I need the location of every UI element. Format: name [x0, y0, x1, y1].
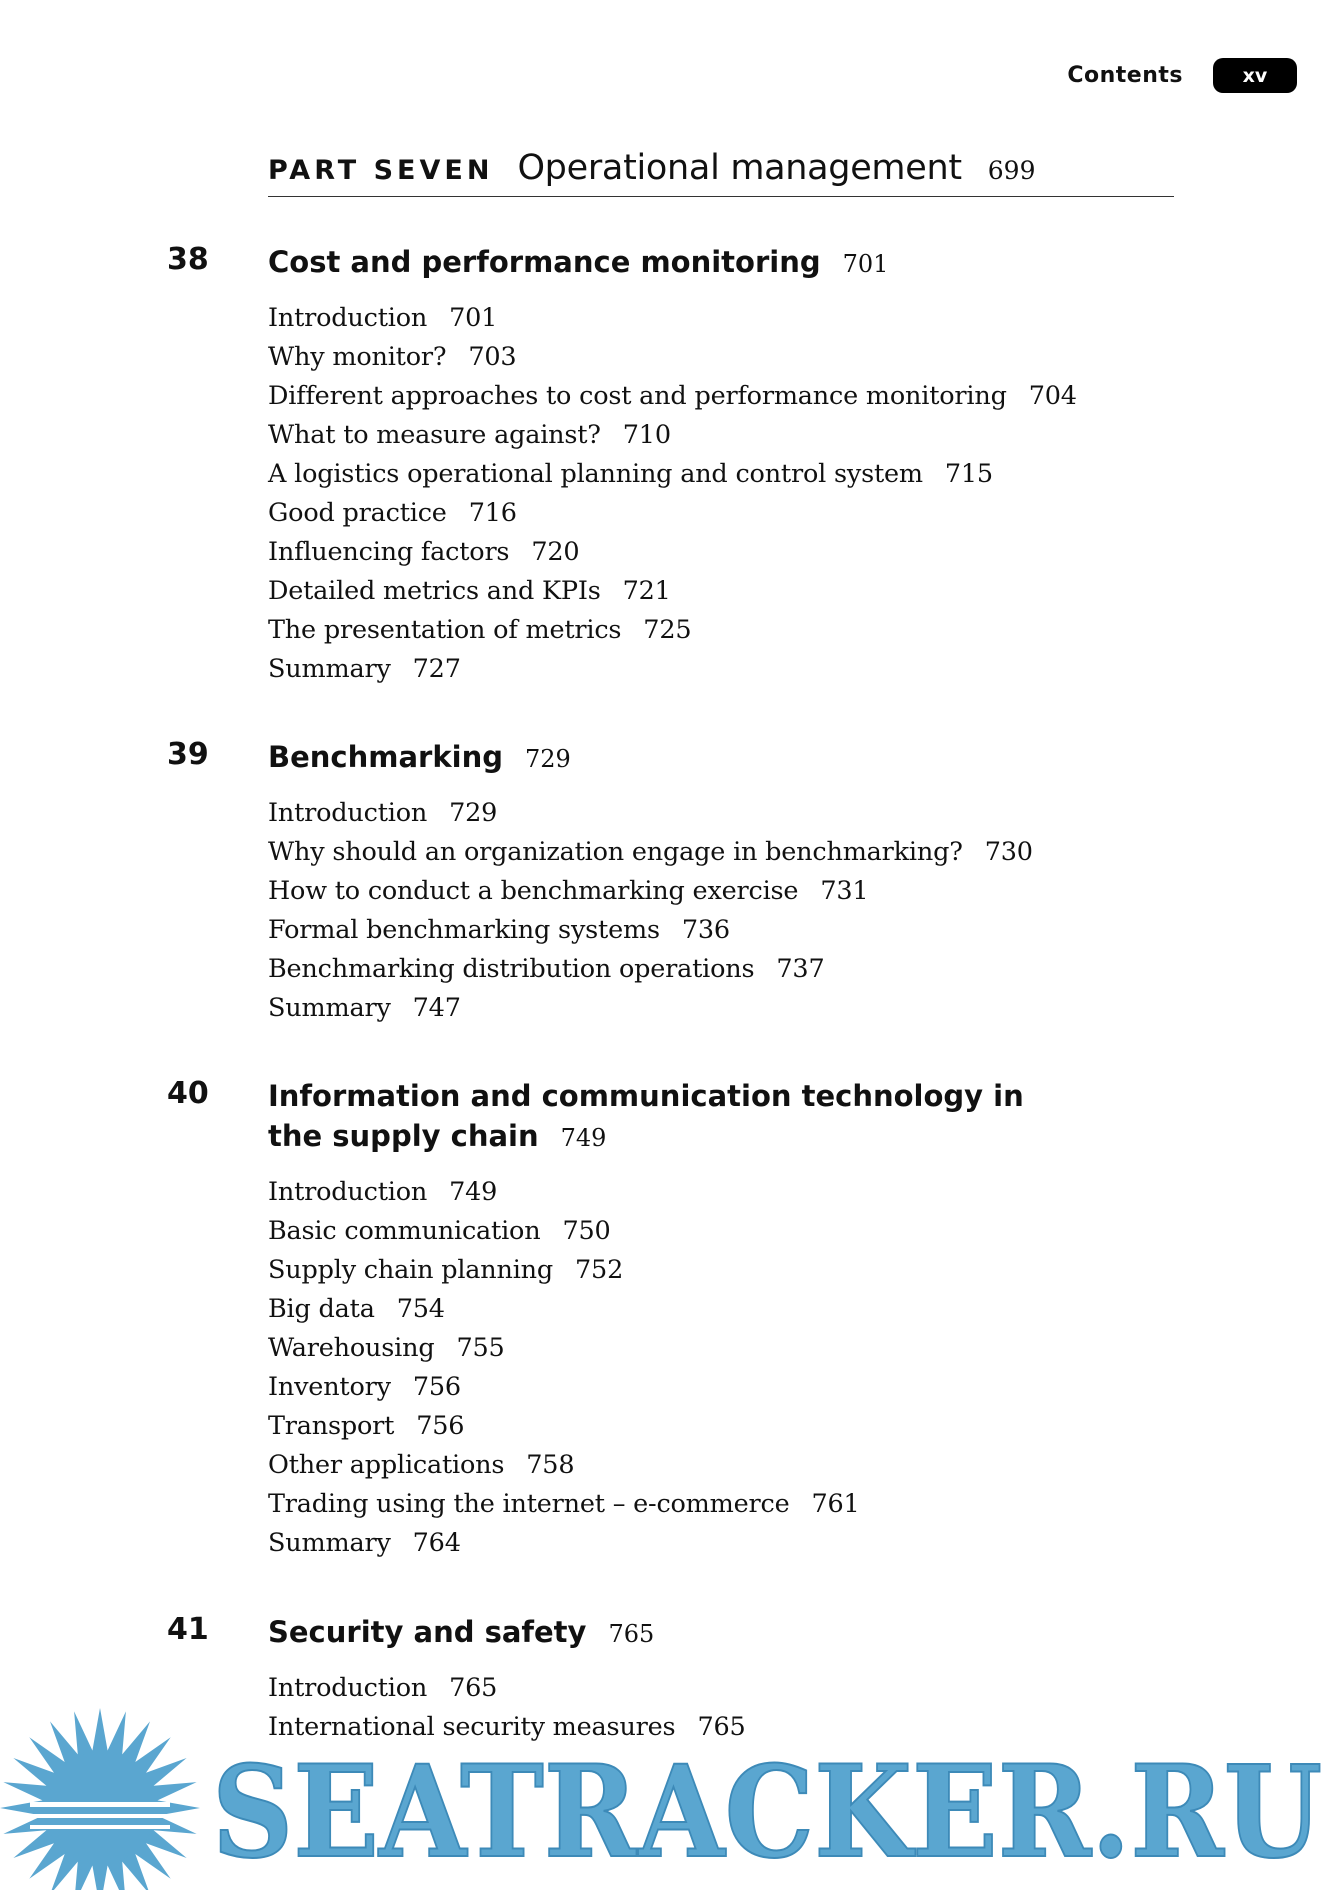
- toc-entry: [268, 1290, 860, 1329]
- chapter-page-number: 765: [608, 1620, 655, 1648]
- entry-title: The presentation of metrics: [268, 615, 622, 645]
- entry-title: Different approaches to cost and performance monitoring: [268, 381, 1007, 411]
- entry-page: 755: [456, 1333, 505, 1363]
- toc-entry: [268, 1524, 860, 1563]
- watermark-logo: [0, 1698, 1339, 1890]
- watermark-text: SEATRACKER.RU: [212, 1738, 1322, 1886]
- entry-title: Why monitor?: [268, 342, 447, 372]
- entry-title: Influencing factors: [268, 537, 510, 567]
- entry-page: 729: [449, 798, 498, 828]
- entry-title: Other applications: [268, 1450, 505, 1480]
- part-label: PART SEVEN: [268, 155, 494, 186]
- toc-entry: [268, 611, 1077, 650]
- entry-page: 725: [643, 615, 692, 645]
- toc-entry: [268, 494, 1077, 533]
- chapter-number: 41: [167, 1612, 209, 1647]
- toc-entry: [268, 338, 1077, 377]
- toc-entry: [268, 1329, 860, 1368]
- entry-title: Introduction: [268, 1177, 428, 1207]
- chapter-page-number: 749: [560, 1124, 607, 1152]
- entry-title: Benchmarking distribution operations: [268, 954, 755, 984]
- page-number-badge: xv: [1213, 58, 1297, 93]
- chapter-title: Security and safety: [268, 1615, 587, 1649]
- toc-entry: [268, 572, 1077, 611]
- entry-page: 710: [622, 420, 671, 450]
- entry-title: What to measure against?: [268, 420, 601, 450]
- chapter-entries: [268, 1173, 860, 1563]
- entry-title: Supply chain planning: [268, 1255, 554, 1285]
- entry-title: Warehousing: [268, 1333, 435, 1363]
- running-header-label: Contents: [1067, 63, 1183, 88]
- entry-title: Why should an organization engage in benchmarking?: [268, 837, 963, 867]
- entry-page: 765: [449, 1673, 498, 1703]
- part-page-number: 699: [987, 156, 1036, 185]
- toc-entry: [268, 1173, 860, 1212]
- entry-page: 765: [697, 1712, 746, 1742]
- chapter-title-line: [268, 1076, 1048, 1158]
- entry-title: A logistics operational planning and control system: [268, 459, 923, 489]
- entry-title: Trading using the internet – e-commerce: [268, 1489, 790, 1519]
- entry-title: How to conduct a benchmarking exercise: [268, 876, 799, 906]
- entry-page: 720: [531, 537, 580, 567]
- entry-page: 703: [468, 342, 517, 372]
- entry-page: 758: [526, 1450, 575, 1480]
- chapter-title: Cost and performance monitoring: [268, 245, 821, 279]
- entry-title: Good practice: [268, 498, 447, 528]
- toc-entry: [268, 416, 1077, 455]
- entry-page: 756: [416, 1411, 465, 1441]
- entry-title: Basic communication: [268, 1216, 541, 1246]
- entry-page: 721: [622, 576, 671, 606]
- entry-title: Inventory: [268, 1372, 391, 1402]
- toc-entry: [268, 989, 1033, 1028]
- entry-page: 756: [412, 1372, 461, 1402]
- entry-page: 749: [449, 1177, 498, 1207]
- entry-title: Summary: [268, 1528, 391, 1558]
- entry-title: Introduction: [268, 303, 428, 333]
- toc-entry: [268, 650, 1077, 689]
- entry-page: 764: [412, 1528, 461, 1558]
- chapter-title-line: [268, 737, 1048, 779]
- sun-icon: [0, 1708, 200, 1890]
- entry-title: International security measures: [268, 1712, 676, 1742]
- toc-entry: [268, 833, 1033, 872]
- toc-entry: [268, 911, 1033, 950]
- entry-title: Summary: [268, 654, 391, 684]
- entry-title: Detailed metrics and KPIs: [268, 576, 601, 606]
- chapter-title-line: [268, 1612, 1048, 1654]
- toc-entry: [268, 1212, 860, 1251]
- entry-title: Formal benchmarking systems: [268, 915, 660, 945]
- entry-title: Big data: [268, 1294, 375, 1324]
- toc-entry: [268, 1407, 860, 1446]
- chapter-entries: [268, 299, 1077, 689]
- entry-page: 754: [396, 1294, 445, 1324]
- toc-entry: [268, 455, 1077, 494]
- toc-entry: [268, 533, 1077, 572]
- entry-page: 730: [984, 837, 1033, 867]
- entry-page: 752: [575, 1255, 624, 1285]
- chapter-title: Benchmarking: [268, 740, 503, 774]
- entry-page: 736: [681, 915, 730, 945]
- entry-title: Summary: [268, 993, 391, 1023]
- entry-page: 737: [776, 954, 825, 984]
- entry-page: 701: [449, 303, 498, 333]
- toc-entry: [268, 1485, 860, 1524]
- chapter-number: 39: [167, 737, 209, 772]
- chapter-entries: [268, 794, 1033, 1028]
- entry-page: 750: [562, 1216, 611, 1246]
- entry-page: 747: [412, 993, 461, 1023]
- toc-entry: [268, 299, 1077, 338]
- toc-entry: [268, 1446, 860, 1485]
- entry-title: Introduction: [268, 798, 428, 828]
- toc-entry: [268, 950, 1033, 989]
- chapter-title: Information and communication technology in the supply chain: [268, 1079, 1024, 1153]
- toc-entry: [268, 1368, 860, 1407]
- toc-entry: [268, 377, 1077, 416]
- chapter-number: 38: [167, 242, 209, 277]
- running-header: [1067, 58, 1297, 93]
- entry-page: 727: [412, 654, 461, 684]
- chapter-page-number: 701: [842, 250, 889, 278]
- toc-entry: [268, 872, 1033, 911]
- chapter-number: 40: [167, 1076, 209, 1111]
- part-title: Operational management: [517, 148, 962, 188]
- chapter-title-line: [268, 242, 1048, 284]
- part-heading: [268, 148, 1174, 197]
- toc-entry: [268, 1251, 860, 1290]
- entry-title: Transport: [268, 1411, 395, 1441]
- entry-page: 716: [468, 498, 517, 528]
- toc-entry: [268, 794, 1033, 833]
- entry-page: 704: [1028, 381, 1077, 411]
- entry-page: 761: [811, 1489, 860, 1519]
- chapter-page-number: 729: [524, 745, 571, 773]
- entry-page: 715: [944, 459, 993, 489]
- entry-page: 731: [820, 876, 869, 906]
- entry-title: Introduction: [268, 1673, 428, 1703]
